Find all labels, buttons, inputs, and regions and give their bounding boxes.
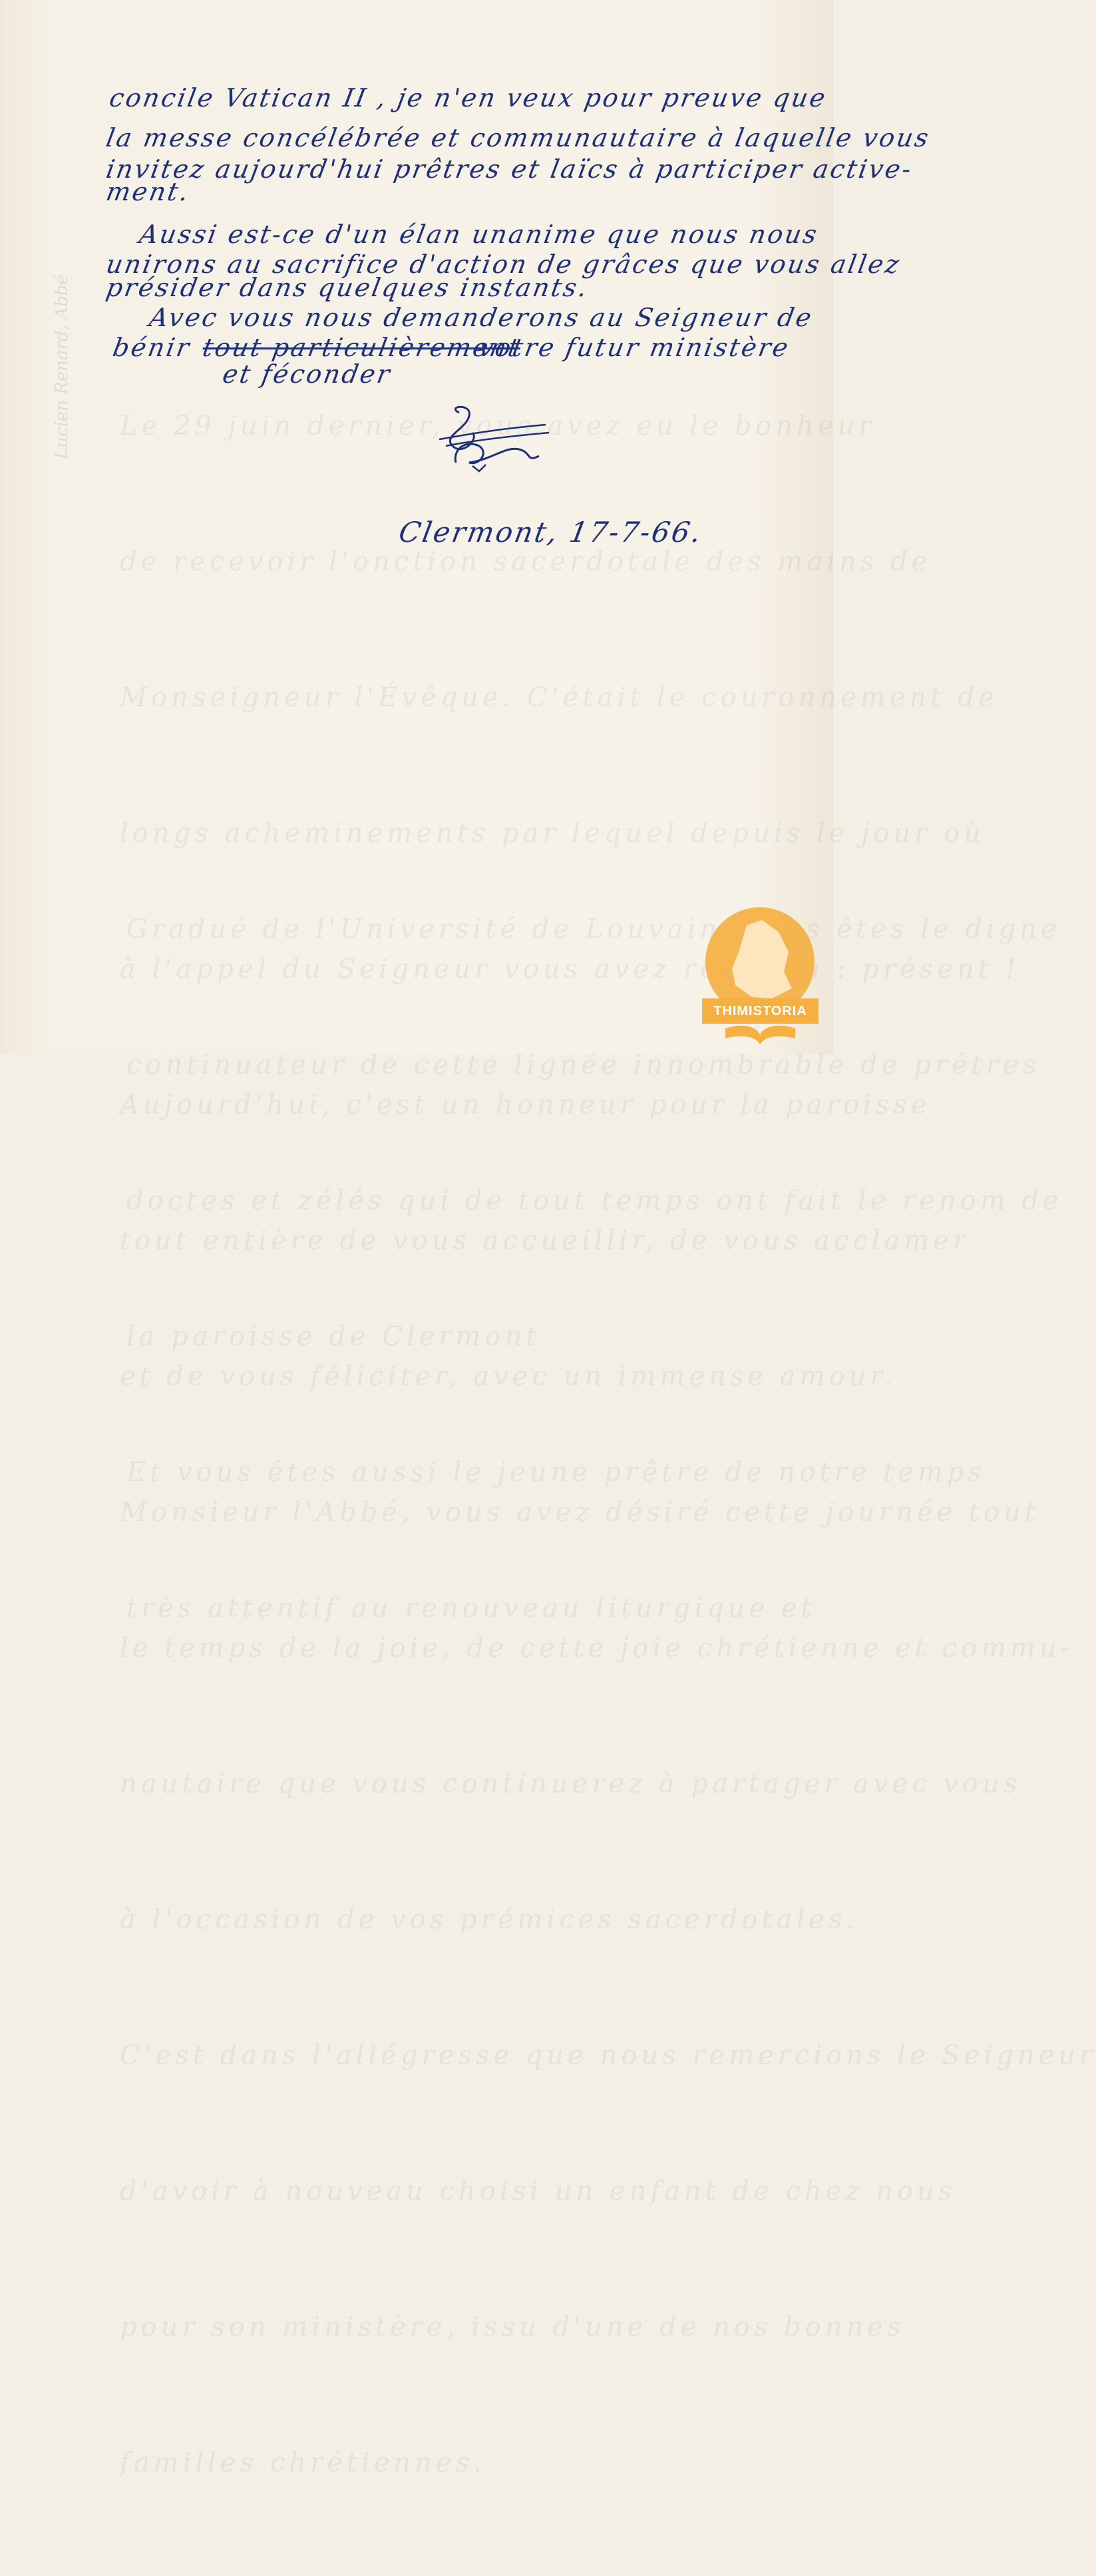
letter-line-start: bénir <box>110 333 194 362</box>
show-through-line: nautaire que vous continuerez à partager avec vous <box>120 1769 1021 1799</box>
show-through-line: doctes et zélés qui de tout temps ont fait le renom de <box>126 1185 1063 1216</box>
show-through-line: pour son ministère, issu d'une de nos bonnes <box>120 2312 905 2342</box>
place-date: Clermont, 17-7-66. <box>396 516 705 548</box>
show-through-text <box>120 313 1096 2576</box>
show-through-line: d'avoir à nouveau choisi un enfant de chez nous <box>120 2176 956 2207</box>
show-through-line: très attentif au renouveau liturgique et <box>126 1593 816 1623</box>
show-through-line: Monseigneur l'Évêque. C'était le couronnement de <box>120 682 999 713</box>
letter-line: ment. <box>104 177 193 206</box>
show-through-line: à l'occasion de vos prémices sacerdotales. <box>120 1904 859 1935</box>
show-through-line: Monsieur l'Abbé, vous avez désiré cette journée tout <box>120 1497 1039 1528</box>
letter-line-end: votre futur ministère <box>476 333 793 362</box>
show-through-line: la paroisse de Clermont <box>126 1321 541 1352</box>
show-through-line: Gradué de l'Université de Louvain, vous êtes le digne <box>126 914 1061 945</box>
show-through-line: Et vous êtes aussi le jeune prêtre de notre temps <box>126 1457 986 1488</box>
letter-line: invitez aujourd'hui prêtres et laïcs à participer active- <box>104 154 916 184</box>
show-through-line: tout entière de vous accueillir, de vous acclamer <box>120 1225 970 1256</box>
show-through-line: longs acheminements par lequel depuis le jour où <box>120 818 986 849</box>
thimistoria-logo <box>699 905 822 1048</box>
show-through-line: et de vous féliciter, avec un immense amour. <box>120 1361 896 1392</box>
show-through-line: à l'appel du Seigneur vous avez répondu : présent ! <box>120 954 1020 984</box>
inserted-text: et féconder <box>220 359 394 389</box>
letter-line: Aussi est-ce d'un élan unanime que nous nous <box>137 220 821 249</box>
signature <box>433 399 559 479</box>
show-through-line: Le 29 juin dernier, vous avez eu le bonheur <box>120 411 876 441</box>
letter-line: concile Vatican II , je n'en veux pour preuve que <box>107 83 830 112</box>
logo-text: THIMISTORIA <box>713 1004 807 1018</box>
letter-line: unirons au sacrifice d'action de grâces que vous allez <box>104 250 904 279</box>
struck-out-text: tout particulièrement <box>200 333 523 362</box>
show-through-line: continuateur de cette lignée innombrable de prêtres <box>126 1050 1040 1080</box>
show-through-text-lower <box>126 816 1063 1721</box>
margin-note: Lucien Renard, Abbé <box>52 274 72 459</box>
show-through-line: C'est dans l'allégresse que nous remercions le Seigneur <box>120 2040 1096 2071</box>
letter-line: la messe concélébrée et communautaire à laquelle vous <box>104 123 933 152</box>
letter-line: Avec vous nous demanderons au Seigneur de <box>147 303 816 332</box>
show-through-line: le temps de la joie, de cette joie chrétienne et commu- <box>120 1633 1074 1663</box>
show-through-line: de recevoir l'onction sacerdotale des mains de <box>120 546 932 577</box>
show-through-line: Aujourd'hui, c'est un honneur pour la paroisse <box>120 1090 931 1120</box>
letter-line: présider dans quelques instants. <box>104 273 592 302</box>
show-through-line: familles chrétiennes. <box>120 2448 486 2478</box>
